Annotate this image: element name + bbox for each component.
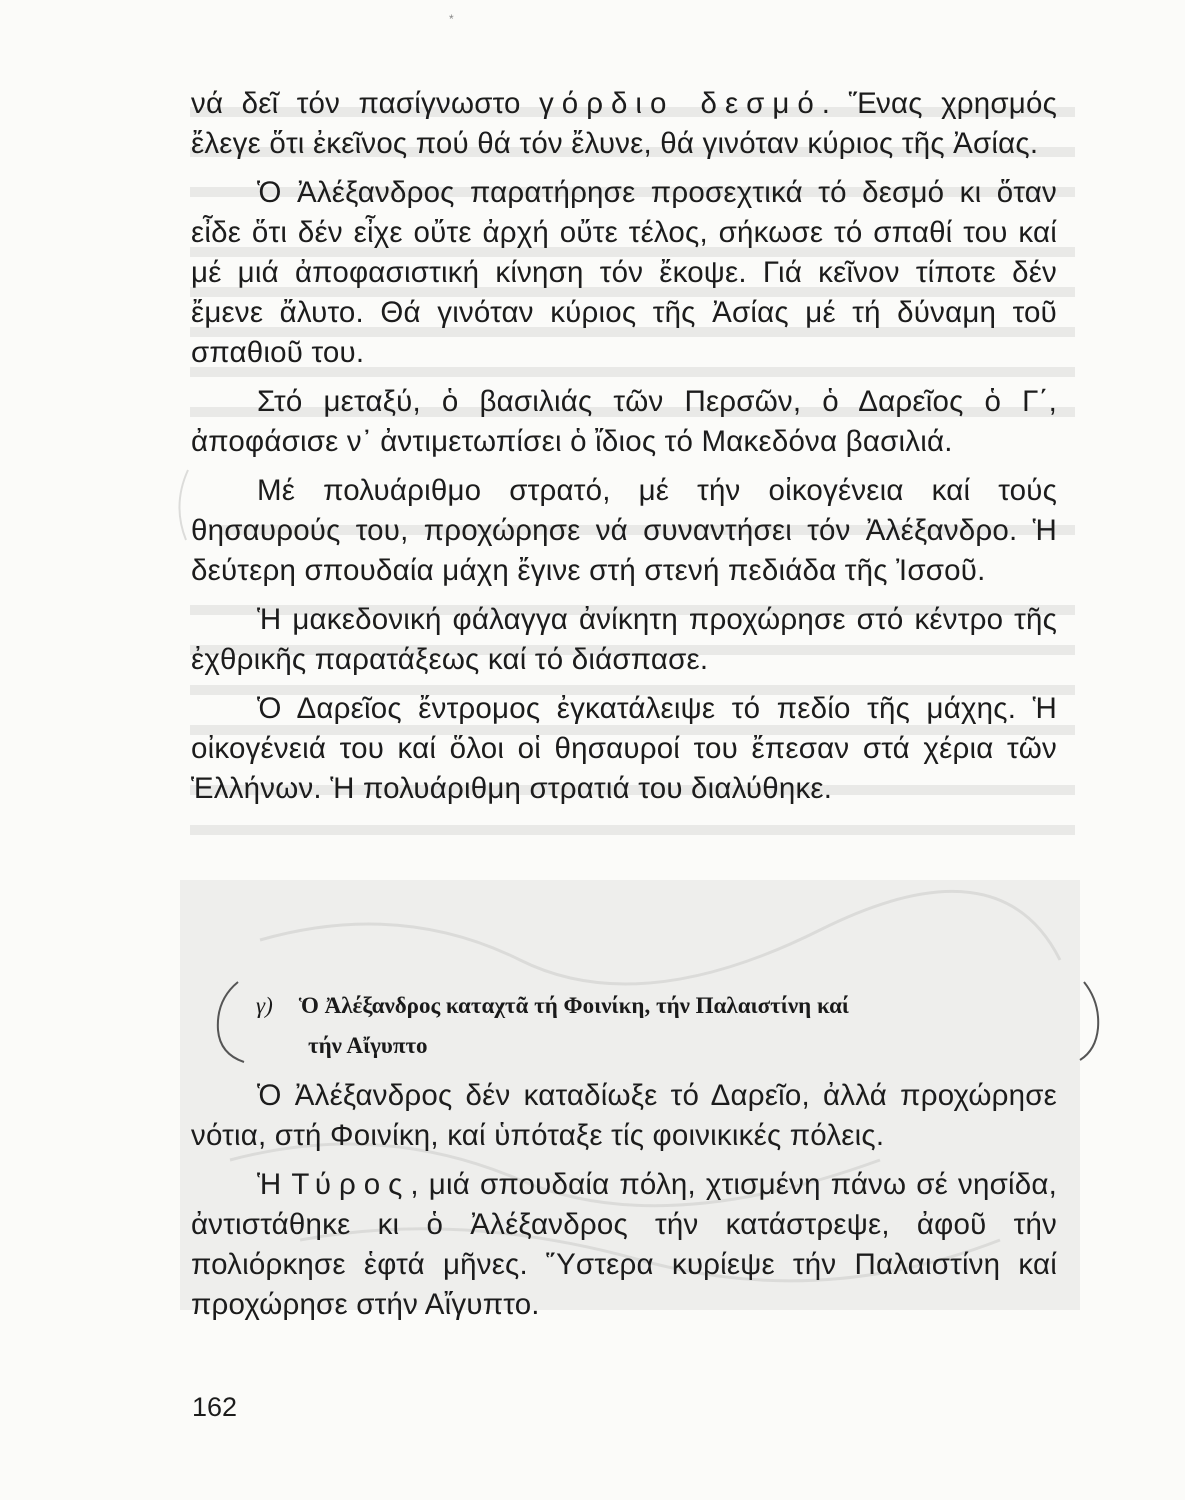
paragraph-gordian-knot: νά δεῖ τόν πασίγνωστο γόρδιο δεσμό. Ἕνας χρησμός ἔλεγε ὅτι ἐκεῖνος πού θά τόν ἔλυνε, θά γινόταν κύριος τῆς Ἀσίας. [191,87,1057,160]
emphasized-term-gordian-knot: γόρδιο δεσμό [539,87,822,120]
right-bracket-decoration [1078,980,1108,1066]
paragraph-tyre: Ἡ Τύρος, μιά σπουδαία πόλη, χτισμένη πάνω σέ νησίδα, ἀντιστάθηκε κι ὁ Ἀλέξανδρος τήν κατάστρεψε, ἀφοῦ τήν πολιόρκησε ἑφτά μῆνες. Ὕστερα κυρίεψε τήν Παλαιστίνη καί προχώρησε στήν Αἴγυπτο. [191,1168,1058,1321]
section-title-line-2: τήν Αἴγυπτο [308,1033,428,1058]
left-bracket-decoration [212,980,252,1066]
paragraph-battle-issus: Μέ πολυάριθμο στρατό, μέ τήν οἰκογένεια καί τούς θησαυρούς του, προχώρησε νά συναντήσει τόν Ἀλέξανδρο. Ἡ δεύτερη σπουδαία μάχη ἔγινε στή στενή πεδιάδα τῆς Ἰσσοῦ. [191,474,1057,587]
scan-speck: * [449,12,454,26]
paragraph-cutting-knot: Ὁ Ἀλέξανδρος παρατήρησε προσεχτικά τό δεσμό κι ὅταν εἶδε ὅτι δέν εἶχε οὔτε ἀρχή οὔτε τέλος, σήκωσε τό σπαθί του καί μέ μιά ἀποφασιστική κίνηση τόν ἔκοψε. Γιά κεῖνον τίποτε δέν ἔμενε ἄλυτο. Θά γινόταν κύριος τῆς Ἀσίας μέ τή δύναμη τοῦ σπαθιοῦ του. [191,176,1057,369]
section-title-line-1: Ὁ Ἀλέξανδρος καταχτᾶ τή Φοινίκη, τήν Παλαιστίνη καί [298,993,850,1018]
paragraph-phalanx: Ἡ μακεδονική φάλαγγα ἀνίκητη προχώρησε στό κέντρο τῆς ἐχθρικῆς παρατάξεως καί τό διάσπασε. [191,603,1057,676]
paragraph-darius-decision: Στό μεταξύ, ὁ βασιλιάς τῶν Περσῶν, ὁ Δαρεῖος ὁ Γ΄, ἀποφάσισε ν᾽ ἀντιμετωπίσει ὁ ἴδιος τό Μακεδόνα βασιλιά. [191,385,1057,458]
section-number: γ) [256,993,273,1018]
section-title [256,986,1046,1066]
emphasized-term-tyre: Τύρος [291,1168,411,1201]
page-number: 162 [192,1392,238,1422]
paragraph-phoenicia: Ὁ Ἀλέξανδρος δέν καταδίωξε τό Δαρεῖο, ἀλλά προχώρησε νότια, στή Φοινίκη, καί ὑπόταξε τίς φοινικικές πόλεις. [191,1079,1057,1152]
body-text-top [191,84,1057,818]
paragraph-darius-flees: Ὁ Δαρεῖος ἔντρομος ἐγκατάλειψε τό πεδίο τῆς μάχης. Ἡ οἰκογένειά του καί ὅλοι οἱ θησαυροί του ἔπεσαν στά χέρια τῶν Ἑλλήνων. Ἡ πολυάριθμη στρατιά του διαλύθηκε. [191,692,1057,805]
body-text-bottom [191,1076,1057,1334]
section-heading [212,980,1108,1066]
